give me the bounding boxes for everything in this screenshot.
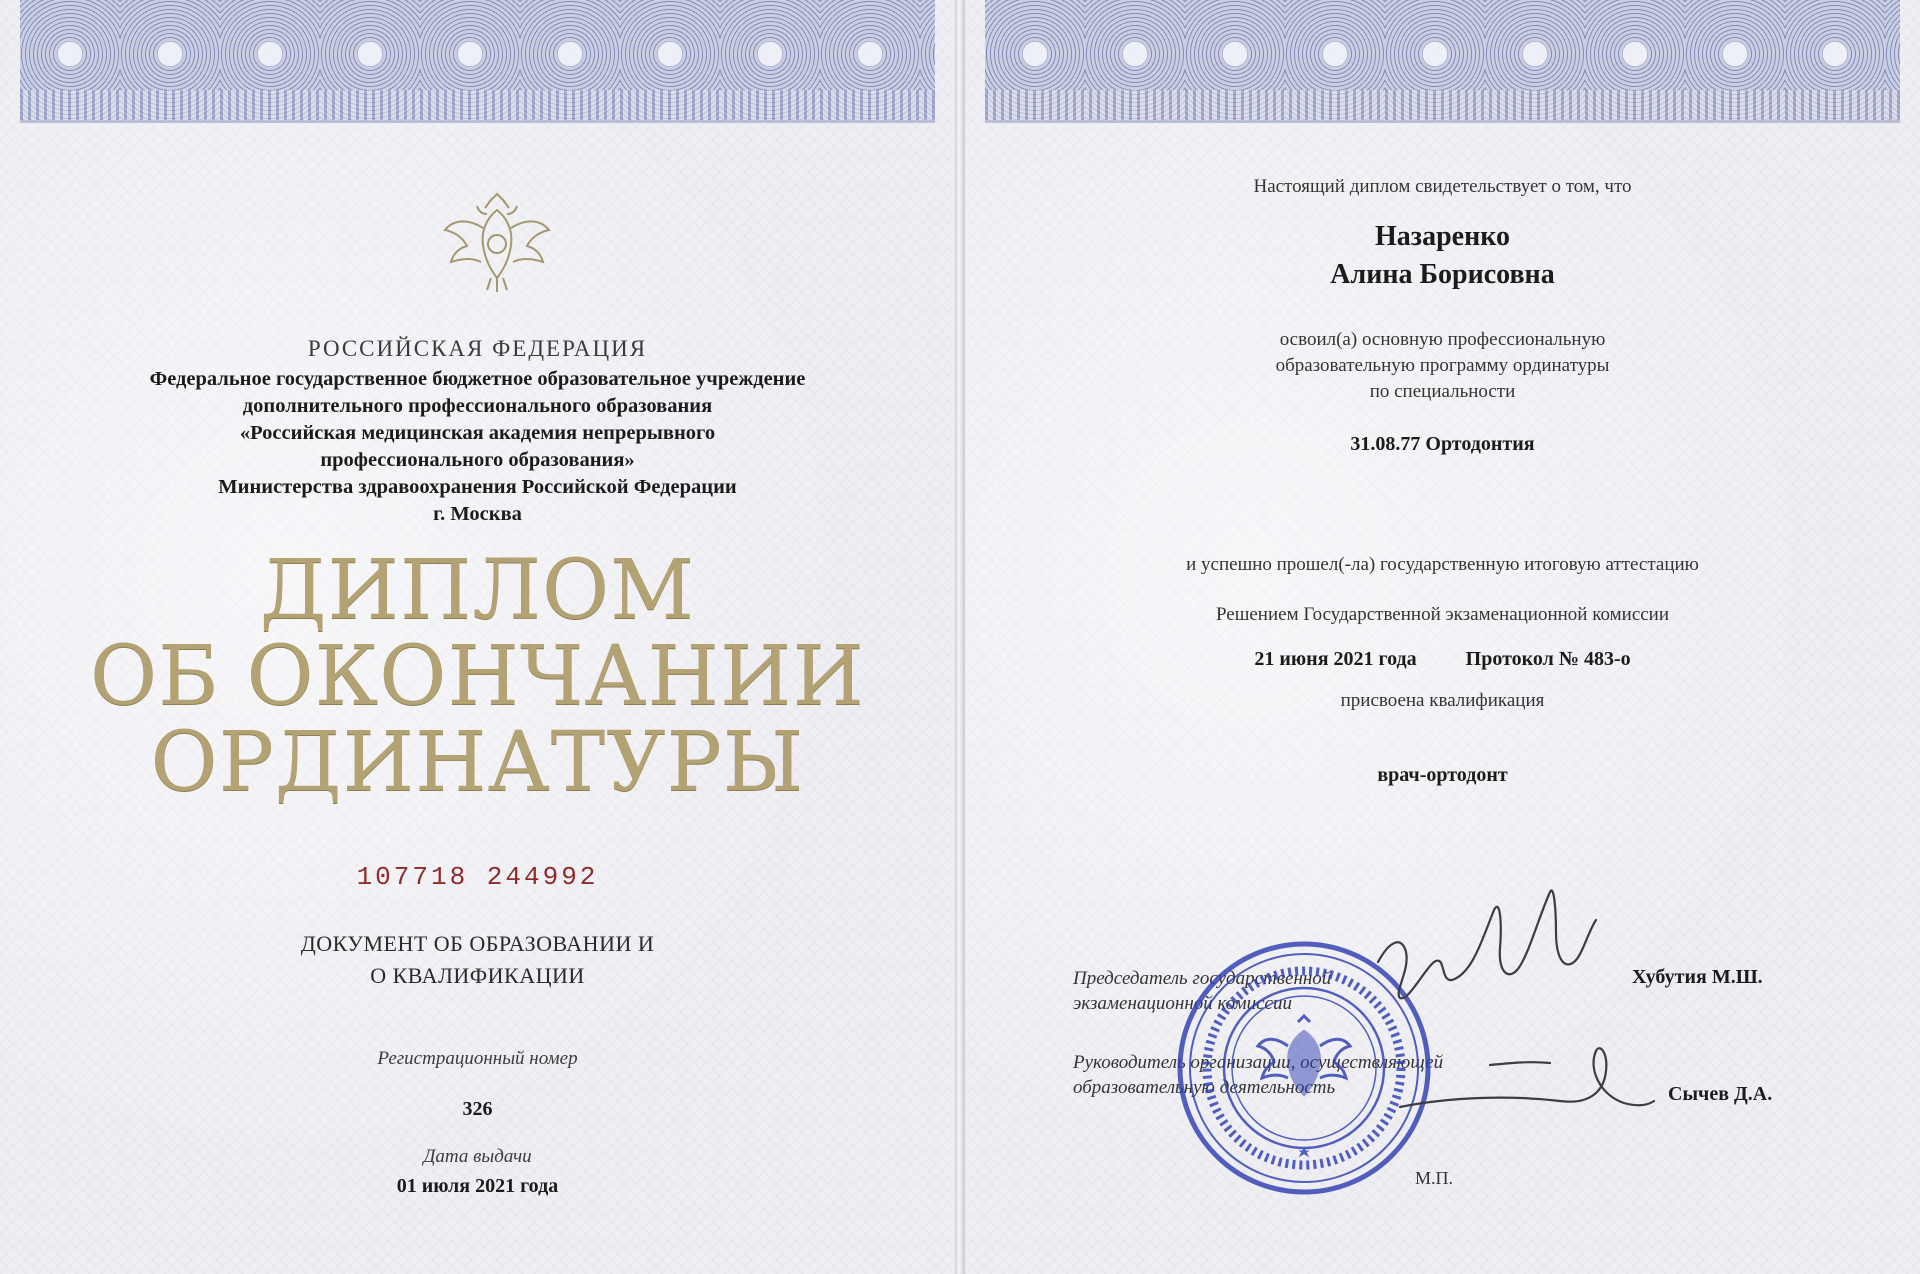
document-type: [0, 928, 955, 992]
program-line: образовательную программу ординатуры: [1275, 355, 1610, 376]
guilloche-border: [20, 0, 935, 123]
program-line: по специальности: [1369, 381, 1516, 402]
title-line: ОРДИНАТУРЫ: [150, 715, 805, 810]
chairman-signature-icon: [1360, 870, 1620, 1030]
chairman-label-line: экзаменационной комиссии: [1073, 993, 1292, 1014]
diploma-right-page: [965, 0, 1920, 1274]
graduate-name: [965, 218, 1920, 294]
document-type-line: О КВАЛИФИКАЦИИ: [370, 963, 585, 988]
eagle-emblem-icon: [437, 190, 557, 300]
country-name: РОССИЙСКАЯ ФЕДЕРАЦИЯ: [307, 336, 648, 361]
title-line: ДИПЛОМ: [259, 543, 696, 638]
registration-label: Регистрационный номер: [377, 1048, 578, 1069]
diploma-left-page: [0, 0, 955, 1274]
specialty: 31.08.77 Ортодонтия: [1350, 433, 1535, 455]
diploma-title: [0, 543, 955, 810]
head-name: Сычев Д.А.: [1668, 1083, 1773, 1105]
head-signature-icon: [1390, 1025, 1660, 1135]
issue-date-label: Дата выдачи: [423, 1146, 532, 1167]
graduate-given-names: Алина Борисовна: [1330, 259, 1555, 290]
title-line: ОБ ОКОНЧАНИИ: [90, 629, 865, 724]
chairman-label-line: Председатель государственной: [1073, 968, 1332, 989]
document-type-line: ДОКУМЕНТ ОБ ОБРАЗОВАНИИ И: [300, 931, 655, 956]
graduate-surname: Назаренко: [1375, 221, 1510, 252]
program-line: освоил(а) основную профессиональную: [1279, 329, 1606, 350]
institution-line: дополнительного профессионального образования: [242, 395, 713, 417]
decision-details: [965, 648, 1920, 671]
institution-line: профессионального образования»: [320, 449, 635, 471]
institution-name: [0, 366, 955, 528]
head-label-line: образовательную деятельность: [1073, 1077, 1336, 1098]
registration-number: 326: [462, 1098, 493, 1120]
protocol-number: Протокол № 483-о: [1465, 648, 1631, 670]
attestation-text: и успешно прошел(-ла) государственную итоговую аттестацию: [1186, 554, 1699, 575]
decision-date: 21 июня 2021 года: [1254, 648, 1417, 670]
head-label-line: Руководитель организации, осуществляющей: [1073, 1052, 1444, 1073]
serial-number: 107718 244992: [356, 862, 599, 892]
certify-text: Настоящий диплом свидетельствует о том, что: [1253, 176, 1632, 197]
institution-line: Федеральное государственное бюджетное образовательное учреждение: [149, 368, 806, 390]
chairman-name: Хубутия М.Ш.: [1632, 966, 1763, 988]
commission-decision: Решением Государственной экзаменационной комиссии: [1215, 604, 1670, 625]
program-text: [965, 327, 1920, 405]
issue-date: 01 июля 2021 года: [396, 1175, 559, 1197]
diploma-spine: [955, 0, 965, 1274]
seal-place-mark: М.П.: [1415, 1168, 1454, 1188]
institution-line: Министерства здравоохранения Российской Федерации: [218, 476, 737, 498]
institution-line: «Российская медицинская академия непрерывного: [239, 422, 716, 444]
qualification: врач-ортодонт: [1377, 764, 1508, 786]
guilloche-border: [985, 0, 1900, 123]
qualification-label: присвоена квалификация: [1340, 690, 1545, 711]
institution-line: г. Москва: [433, 503, 522, 525]
